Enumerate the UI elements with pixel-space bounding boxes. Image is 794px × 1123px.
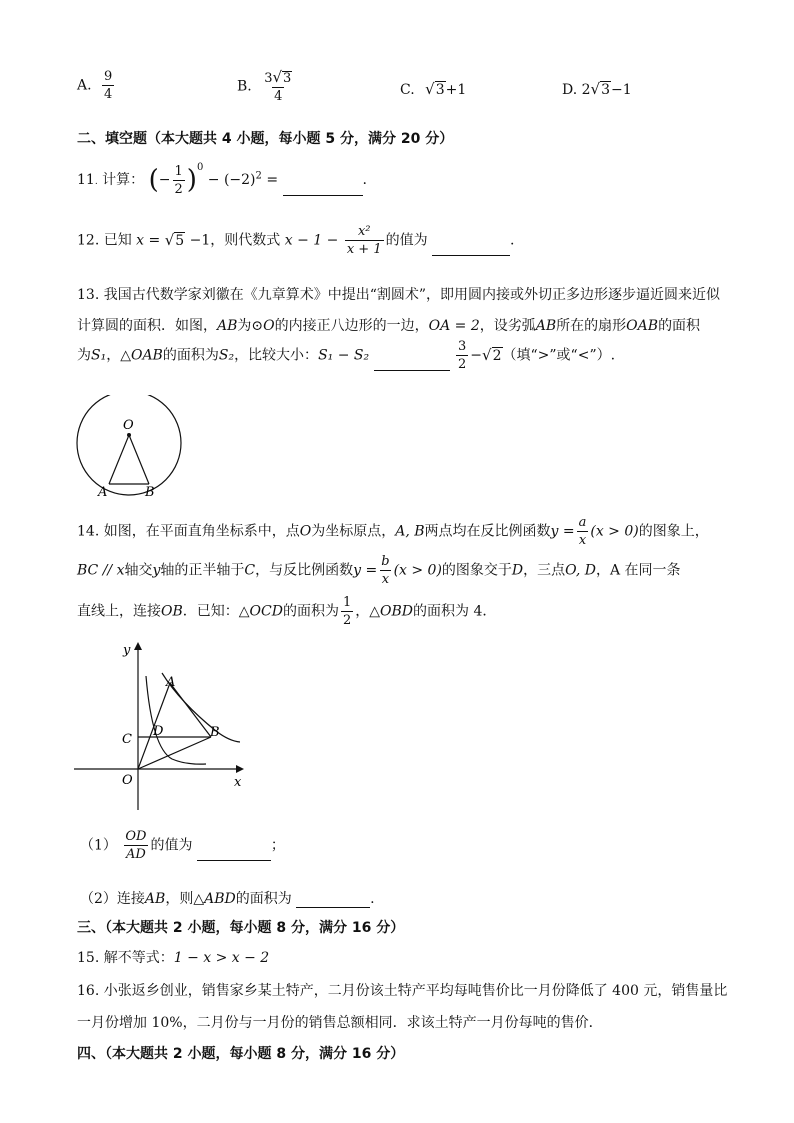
label-b: B — [210, 725, 220, 740]
figure-13-circle-diagram — [70, 395, 190, 505]
label-b: B — [145, 485, 155, 500]
option-a: A. $\frac{9}{4}$ — [77, 69, 113, 102]
curve-b-over-x — [146, 676, 206, 764]
question-16-line-1: 16. 小张返乡创业，销售家乡某土特产，二月份该土特产平均每吨售价比一月份降低了 400 元，销售量比 — [77, 983, 728, 999]
question-11: 11. 计算： (− $\frac{1}{2}$ )$^0 - (-2)^2$ = . — [77, 162, 367, 197]
label-a: A — [166, 675, 176, 690]
x-axis-arrow — [236, 765, 244, 773]
circle-o — [77, 395, 181, 495]
question-14-line-3: 直线上，连接OB．已知：△OCD的面积为 $\frac{1}{2}$ ，△OBD的面积为 4． — [77, 595, 497, 628]
section-3-title: 三、（本大题共 2 小题，每小题 8 分，满分 16 分） — [77, 920, 405, 936]
question-15: 15. 解不等式：1 − x > x − 2 — [77, 950, 270, 966]
label-o: O — [123, 418, 134, 433]
label-c: C — [122, 732, 132, 747]
question-13-line-3: 为S₁，△OAB的面积为S₂，比较大小：S₁ − S₂ $\frac{3}{2}$ − √ 2 （填“>”或“<”）. — [77, 339, 616, 372]
segment-oa — [109, 435, 129, 484]
answer-blank-11[interactable] — [283, 181, 363, 196]
segment-ob — [129, 435, 149, 484]
label-d: D — [153, 724, 164, 739]
answer-blank-12[interactable] — [432, 241, 510, 256]
question-12: 12. 已知 x = √ 5 −1，则代数式 x − 1 − $\frac{\text{x²}}{x + 1}$ 的值为 . — [77, 224, 515, 257]
answer-blank-13[interactable] — [374, 356, 450, 371]
y-axis-arrow — [134, 642, 142, 650]
question-14-line-1: 14. 如图，在平面直角坐标系中，点O为坐标原点，A, B两点均在反比例函数y = $\frac{a}{x}$ (x > 0)的图象上， — [77, 515, 709, 548]
section-2-title: 二、填空题（本大题共 4 小题，每小题 5 分，满分 20 分） — [77, 131, 454, 147]
option-b: B. 3 √ 3 4 — [237, 70, 296, 103]
label-y: y — [123, 643, 131, 658]
question-16-line-2: 一月份增加 10%，二月份与一月份的销售总额相同．求该土特产一月份每吨的售价． — [77, 1015, 603, 1031]
question-14-line-2: BC // x轴交y轴的正半轴于C，与反比例函数y = $\frac{b}{x}$ (x > 0)的图象交于D，三点O, D，A 在同一条 — [77, 554, 681, 587]
label-o: O — [122, 773, 133, 788]
segment-ab — [170, 683, 211, 737]
option-c: C. √ 3 +1 — [400, 80, 467, 98]
option-d: D. 2 √ 3 −1 — [562, 80, 632, 98]
question-13-line-2: 计算圆的面积．如图，AB为⊙O的内接正八边形的一边，OA = 2，设劣弧AB所在的扇形OAB的面积 — [77, 318, 701, 334]
option-b-fraction: 3 √ 3 4 — [264, 68, 292, 104]
point-o — [127, 433, 131, 437]
section-4-title: 四、（本大题共 2 小题，每小题 8 分，满分 16 分） — [77, 1046, 405, 1062]
label-x: x — [234, 775, 242, 790]
question-14-part-2: （2）连接AB，则△ABD的面积为 . — [80, 891, 375, 907]
answer-blank-14-1[interactable] — [197, 846, 271, 861]
figure-14-coordinate-diagram — [74, 638, 254, 813]
question-14-part-1: （1） $\frac{OD}{AD}$ 的值为 ； — [80, 829, 285, 862]
answer-blank-14-2[interactable] — [296, 893, 370, 908]
option-a-fraction: $\frac{9}{4}$ — [104, 69, 113, 102]
question-13-line-1: 13. 我国古代数学家刘徽在《九章算术》中提出“割圆术”，即用圆内接或外切正多边形逐步逼近圆来近似 — [77, 287, 721, 303]
label-a: A — [98, 485, 108, 500]
